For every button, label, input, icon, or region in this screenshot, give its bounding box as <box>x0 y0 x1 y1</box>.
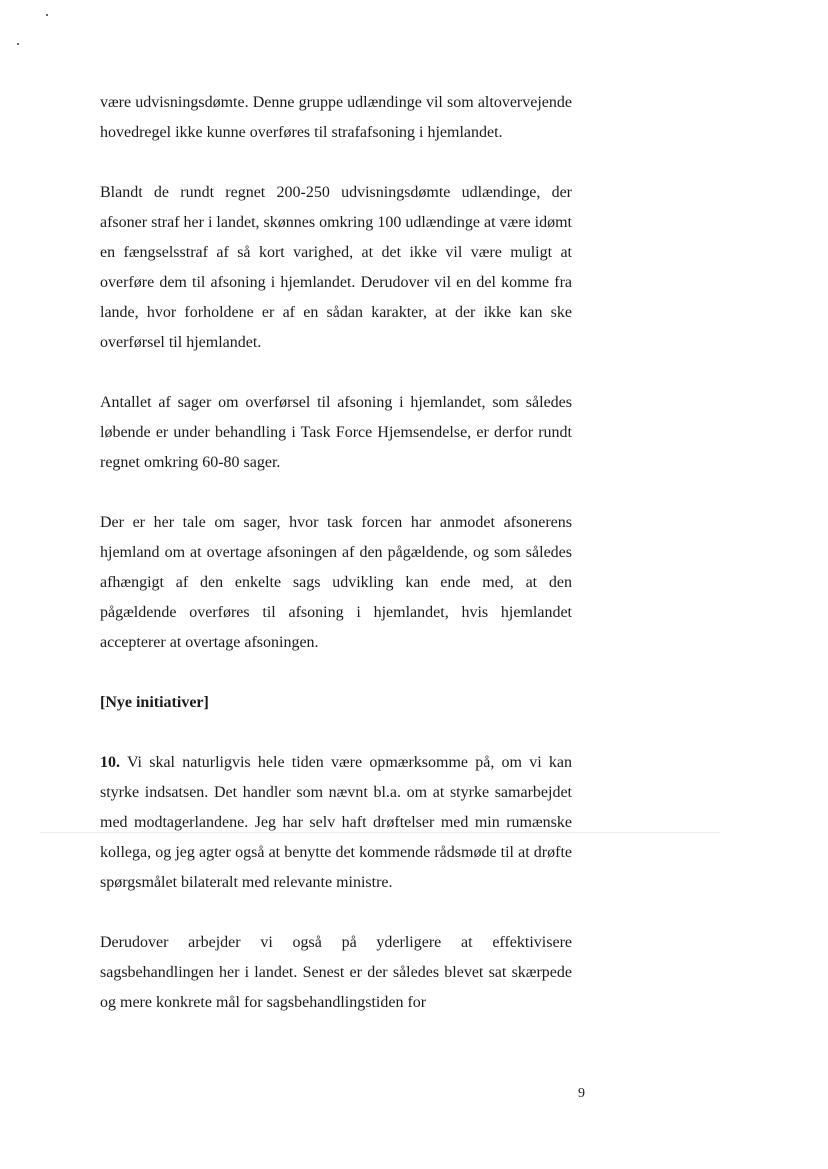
numbered-paragraph-text: Vi skal naturligvis hele tiden være opmærksomme på, om vi kan styrke indsatsen. Det handler som nævnt bl.a. om at styrke samarbejdet med modtagerlandene. Jeg har selv haft drøftelser med min rumænske kollega, og jeg agter også at benytte det kommende rådsmøde til at drøfte spørgsmålet bilateralt med relevante ministre. <box>100 754 573 891</box>
paragraph-continuation: være udvisningsdømte. Denne gruppe udlændinge vil som altovervejende hovedregel ikke kunne overføres til strafafsoning i hjemlandet. <box>100 94 572 141</box>
paragraph-case-count: Antallet af sager om overførsel til afsoning i hjemlandet, som således løbende er under behandling i Task Force Hjemsendelse, er derfor rundt regnet omkring 60-80 sager. <box>100 394 572 471</box>
paragraph-case-description: Der er her tale om sager, hvor task forcen har anmodet afsonerens hjemland om at overtage afsoningen af den pågældende, og som således afhængigt af den enkelte sags udvikling kan ende med, at den pågældende overføres til afsoning i hjemlandet, hvis hjemlandet accepterer at overtage afsoningen. <box>100 514 572 651</box>
paragraph-final: Derudover arbejder vi også på yderligere at effektivisere sagsbehandlingen her i landet. Senest er der således blevet sat skærpede og mere konkrete mål for sagsbehandlingstiden for <box>100 934 572 1011</box>
paragraph-number: 10. <box>100 754 120 771</box>
section-heading: [Nye initiativer] <box>100 694 209 711</box>
page-body <box>100 88 572 1048</box>
scan-speck <box>17 43 19 45</box>
scan-speck <box>46 14 48 16</box>
numbered-paragraph <box>100 748 572 898</box>
paragraph-estimate: Blandt de rundt regnet 200-250 udvisningsdømte udlændinge, der afsoner straf her i landet, skønnes omkring 100 udlændinge at være idømt en fængselsstraf af så kort varighed, at det ikke vil være muligt at overføre dem til afsoning i hjemlandet. Derudover vil en del komme fra lande, hvor forholdene er af en sådan karakter, at der ikke kan ske overførsel til hjemlandet. <box>100 184 572 351</box>
page-number: 9 <box>578 1086 585 1101</box>
